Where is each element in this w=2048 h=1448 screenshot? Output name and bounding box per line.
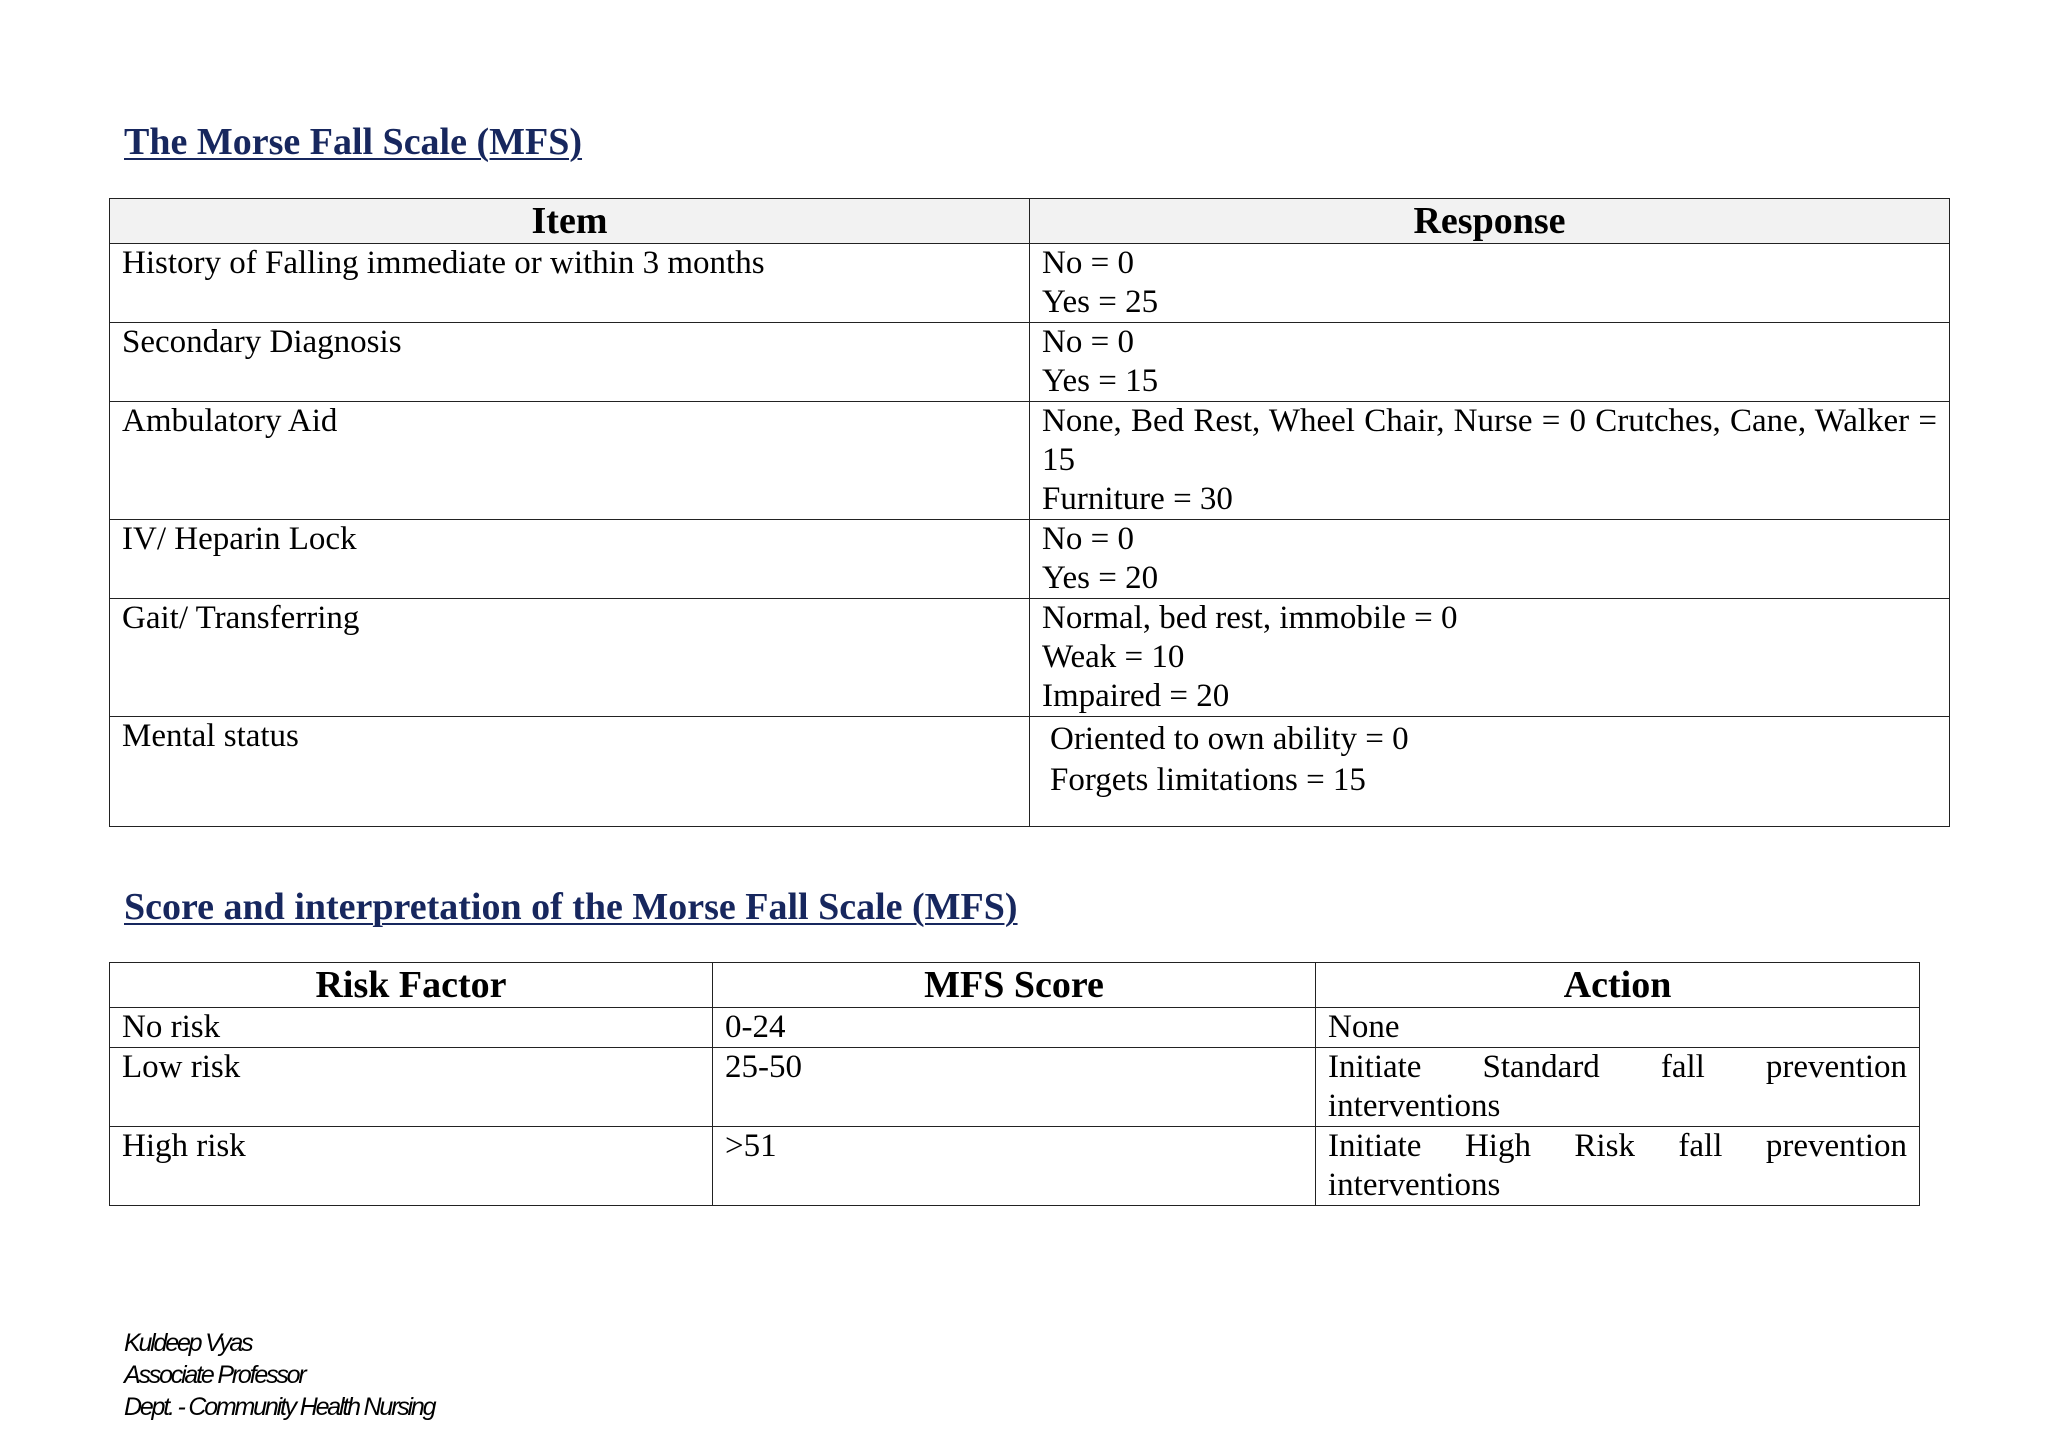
page-title: The Morse Fall Scale (MFS) [124,121,583,163]
response-cell [1030,323,1950,402]
response-line: Furniture = 30 [1042,481,1233,517]
score-cell: >51 [713,1127,1316,1206]
column-header-item: Item [110,199,1030,244]
table-row [110,323,1950,402]
response-line: Yes = 25 [1042,284,1159,320]
score-cell: 0-24 [713,1008,1316,1048]
morse-fall-scale-table [109,198,1950,827]
table-row [110,1008,1920,1048]
table-row [110,402,1950,520]
author-footer [124,1327,434,1423]
item-cell: IV/ Heparin Lock [110,520,1030,599]
response-cell [1030,717,1950,827]
author-name: Kuldeep Vyas [124,1329,252,1357]
risk-cell: High risk [110,1127,713,1206]
response-line: Impaired = 20 [1042,678,1230,714]
response-line: Weak = 10 [1042,639,1185,675]
table-row [110,599,1950,717]
column-header-action: Action [1316,963,1920,1008]
item-cell: Ambulatory Aid [110,402,1030,520]
item-cell: Secondary Diagnosis [110,323,1030,402]
column-header-response: Response [1030,199,1950,244]
risk-cell: Low risk [110,1048,713,1127]
action-cell: None [1316,1008,1920,1048]
author-title: Associate Professor [124,1361,305,1389]
item-cell: Gait/ Transferring [110,599,1030,717]
item-cell: Mental status [110,717,1030,827]
table-row [110,717,1950,827]
table-header-row [110,963,1920,1008]
response-cell [1030,520,1950,599]
response-line: No = 0 [1042,324,1134,360]
section-heading: Score and interpretation of the Morse Fall Scale (MFS) [124,886,1018,928]
table-row [110,244,1950,323]
table-row [110,520,1950,599]
response-cell [1030,402,1950,520]
response-line: Oriented to own ability = 0 [1050,721,1409,757]
author-department: Dept. - Community Health Nursing [124,1393,435,1421]
response-line: Yes = 15 [1042,363,1159,399]
action-cell: Initiate Standard fall prevention interventions [1316,1048,1920,1127]
action-cell: Initiate High Risk fall prevention interventions [1316,1127,1920,1206]
score-cell: 25-50 [713,1048,1316,1127]
score-interpretation-table [109,962,1920,1206]
response-line: Normal, bed rest, immobile = 0 [1042,600,1458,636]
item-cell: History of Falling immediate or within 3 months [110,244,1030,323]
column-header-risk-factor: Risk Factor [110,963,713,1008]
risk-cell: No risk [110,1008,713,1048]
response-cell [1030,599,1950,717]
response-line: Forgets limitations = 15 [1050,762,1366,798]
table-row [110,1127,1920,1206]
response-line: No = 0 [1042,245,1134,281]
column-header-mfs-score: MFS Score [713,963,1316,1008]
table-row [110,1048,1920,1127]
response-cell [1030,244,1950,323]
response-line: Yes = 20 [1042,560,1159,596]
table-header-row [110,199,1950,244]
response-line: None, Bed Rest, Wheel Chair, Nurse = 0 Crutches, Cane, Walker = 15 [1042,403,1937,478]
response-line: No = 0 [1042,521,1134,557]
